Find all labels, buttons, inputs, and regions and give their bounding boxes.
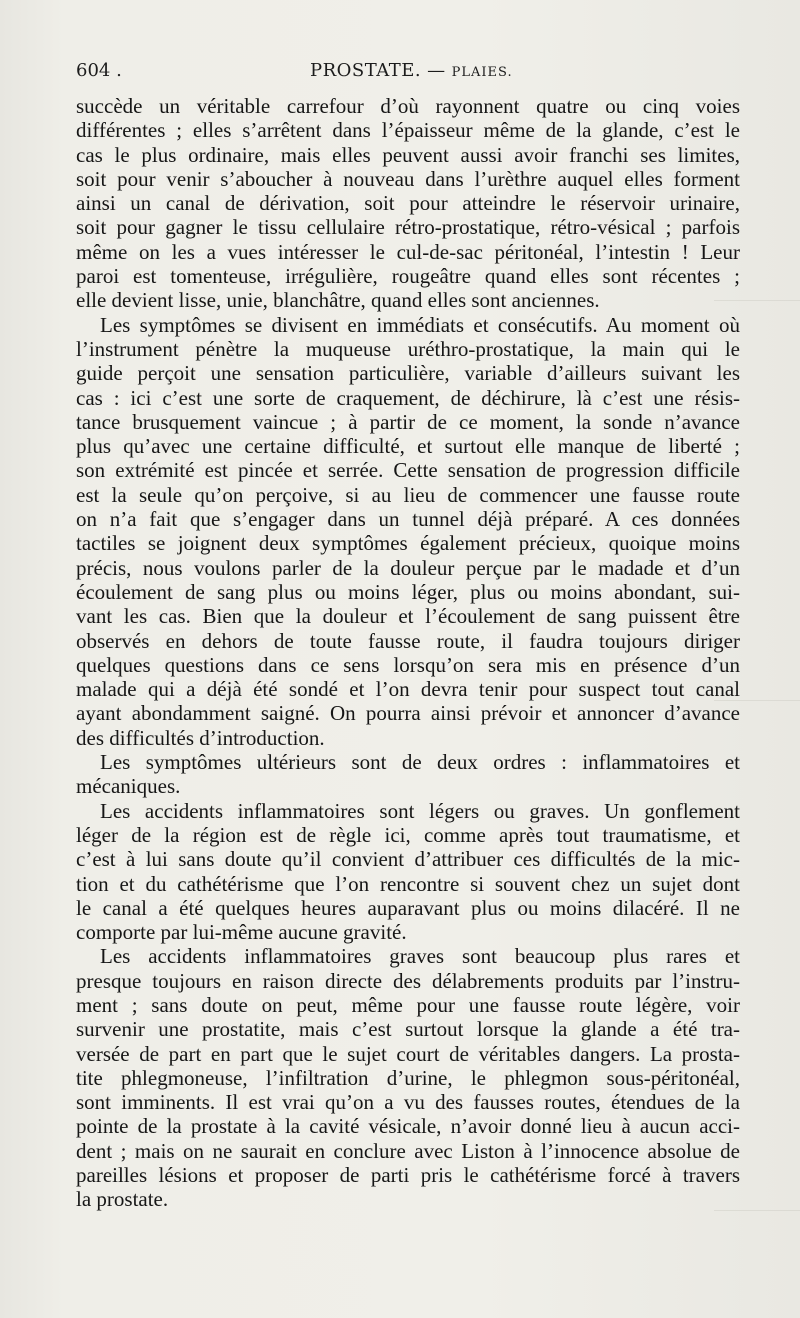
text-line: différentes ; elles s’arrêtent dans l’épaisseur même de la glande, c’est le [76, 118, 740, 143]
text-line: l’instrument pénètre la muqueuse uréthro-prostatique, la main qui le [76, 336, 740, 361]
text-line: mécaniques. [76, 774, 181, 799]
text-line: ainsi un canal de dérivation, soit pour atteindre le réservoir urinaire, [76, 191, 740, 216]
text-line: tite phlegmoneuse, l’infiltration d’urine, le phlegmon sous-péritonéal, [76, 1065, 740, 1090]
text-line: léger de la région est de règle ici, comme après tout traumatisme, et [76, 822, 740, 847]
text-line: vant les cas. Bien que la douleur et l’écoulement de sang puissent être [76, 604, 740, 629]
text-line: guide perçoit une sensation particulière, variable d’ailleurs suivant les [76, 361, 740, 386]
text-line: le canal a été quelques heures auparavant plus ou moins dilacéré. Il ne [76, 895, 740, 920]
text-line: paroi est tomenteuse, irrégulière, rougeâtre quand elles sont récentes ; [76, 264, 740, 289]
text-line: Les accidents inflammatoires sont légers ou graves. Un gonflement [100, 798, 740, 823]
text-line: cas : ici c’est une sorte de craquement, de déchirure, là c’est une résis- [76, 385, 740, 410]
body-text [76, 94, 740, 1212]
text-line: précis, nous voulons parler de la douleur perçue par le madade et d’un [76, 555, 740, 580]
text-line: pointe de la prostate à la cavité vésicale, n’avoir donné lieu à aucun acci- [76, 1114, 740, 1139]
text-line: soit pour venir s’aboucher à nouveau dans l’urèthre auquel elles forment [76, 166, 740, 191]
text-line: son extrémité est pincée et serrée. Cette sensation de progression difficile [76, 458, 740, 483]
text-line: ment ; sans doute on peut, même pour une fausse route légère, voir [76, 992, 740, 1017]
text-line: même on les a vues intéresser le cul-de-sac péritonéal, l’intestin ! Leur [76, 239, 740, 264]
running-header [76, 60, 740, 90]
text-line: est la seule qu’on perçoive, si au lieu de commencer une fausse route [76, 482, 740, 507]
text-line: tactiles se joignent deux symptômes également précieux, quoique moins [76, 531, 740, 556]
text-line: succède un véritable carrefour d’où rayonnent quatre ou cinq voies [76, 94, 740, 118]
text-line: comporte par lui-même aucune gravité. [76, 920, 407, 945]
text-line: on n’a fait que s’engager dans un tunnel déjà préparé. A ces données [76, 507, 740, 532]
page-number: 604 . [76, 60, 122, 81]
text-line: des difficultés d’introduction. [76, 725, 325, 750]
text-line: Les accidents inflammatoires graves sont beaucoup plus rares et [100, 944, 740, 969]
text-line: dent ; mais on ne saurait en conclure avec Liston à l’innocence absolue de [76, 1138, 740, 1163]
text-line: observés en dehors de toute fausse route, il faudra toujours diriger [76, 628, 740, 653]
text-line: cas le plus ordinaire, mais elles peuvent aussi avoir franchi ses limites, [76, 142, 740, 167]
text-line: sont imminents. Il est vrai qu’on a vu des fausses routes, étendues de la [76, 1090, 740, 1115]
text-line: écoulement de sang plus ou moins léger, plus ou moins abondant, sui- [76, 579, 740, 604]
text-line: la prostate. [76, 1187, 169, 1212]
text-line: soit pour gagner le tissu cellulaire rétro-prostatique, rétro-vésical ; parfois [76, 215, 740, 240]
text-line: tance brusquement vaincue ; à partir de ce moment, la sonde n’avance [76, 409, 740, 434]
text-line: elle devient lisse, unie, blanchâtre, quand elles sont anciennes. [76, 288, 600, 313]
text-line: ayant abondamment saigné. On pourra ainsi prévoir et annoncer d’avance [76, 701, 740, 726]
text-line: Les symptômes ultérieurs sont de deux ordres : inflammatoires et [100, 750, 740, 775]
text-line: tion et du cathétérisme que l’on rencontre si souvent chez un sujet dont [76, 871, 740, 896]
text-line: versée de part en part que le sujet court de véritables dangers. La prosta- [76, 1041, 740, 1066]
text-line: c’est à lui sans doute qu’il convient d’attribuer ces difficultés de la mic- [76, 847, 740, 872]
text-line: survenir une prostatite, mais c’est surtout lorsque la glande a été tra- [76, 1017, 740, 1042]
text-line: presque toujours en raison directe des délabrements produits par l’instru- [76, 968, 740, 993]
text-line: quelques questions dans ce sens lorsqu’on sera mis en présence d’un [76, 652, 740, 677]
running-title: PROSTATE. — PLAIES. [310, 60, 513, 81]
text-line: Les symptômes se divisent en immédiats et consécutifs. Au moment où [100, 312, 740, 337]
text-line: pareilles lésions et proposer de parti pris le cathétérisme forcé à travers [76, 1163, 740, 1188]
text-line: plus qu’avec une certaine difficulté, et surtout elle manque de liberté ; [76, 434, 740, 459]
text-line: malade qui a déjà été sondé et l’on devra tenir pour suspect tout canal [76, 677, 740, 702]
